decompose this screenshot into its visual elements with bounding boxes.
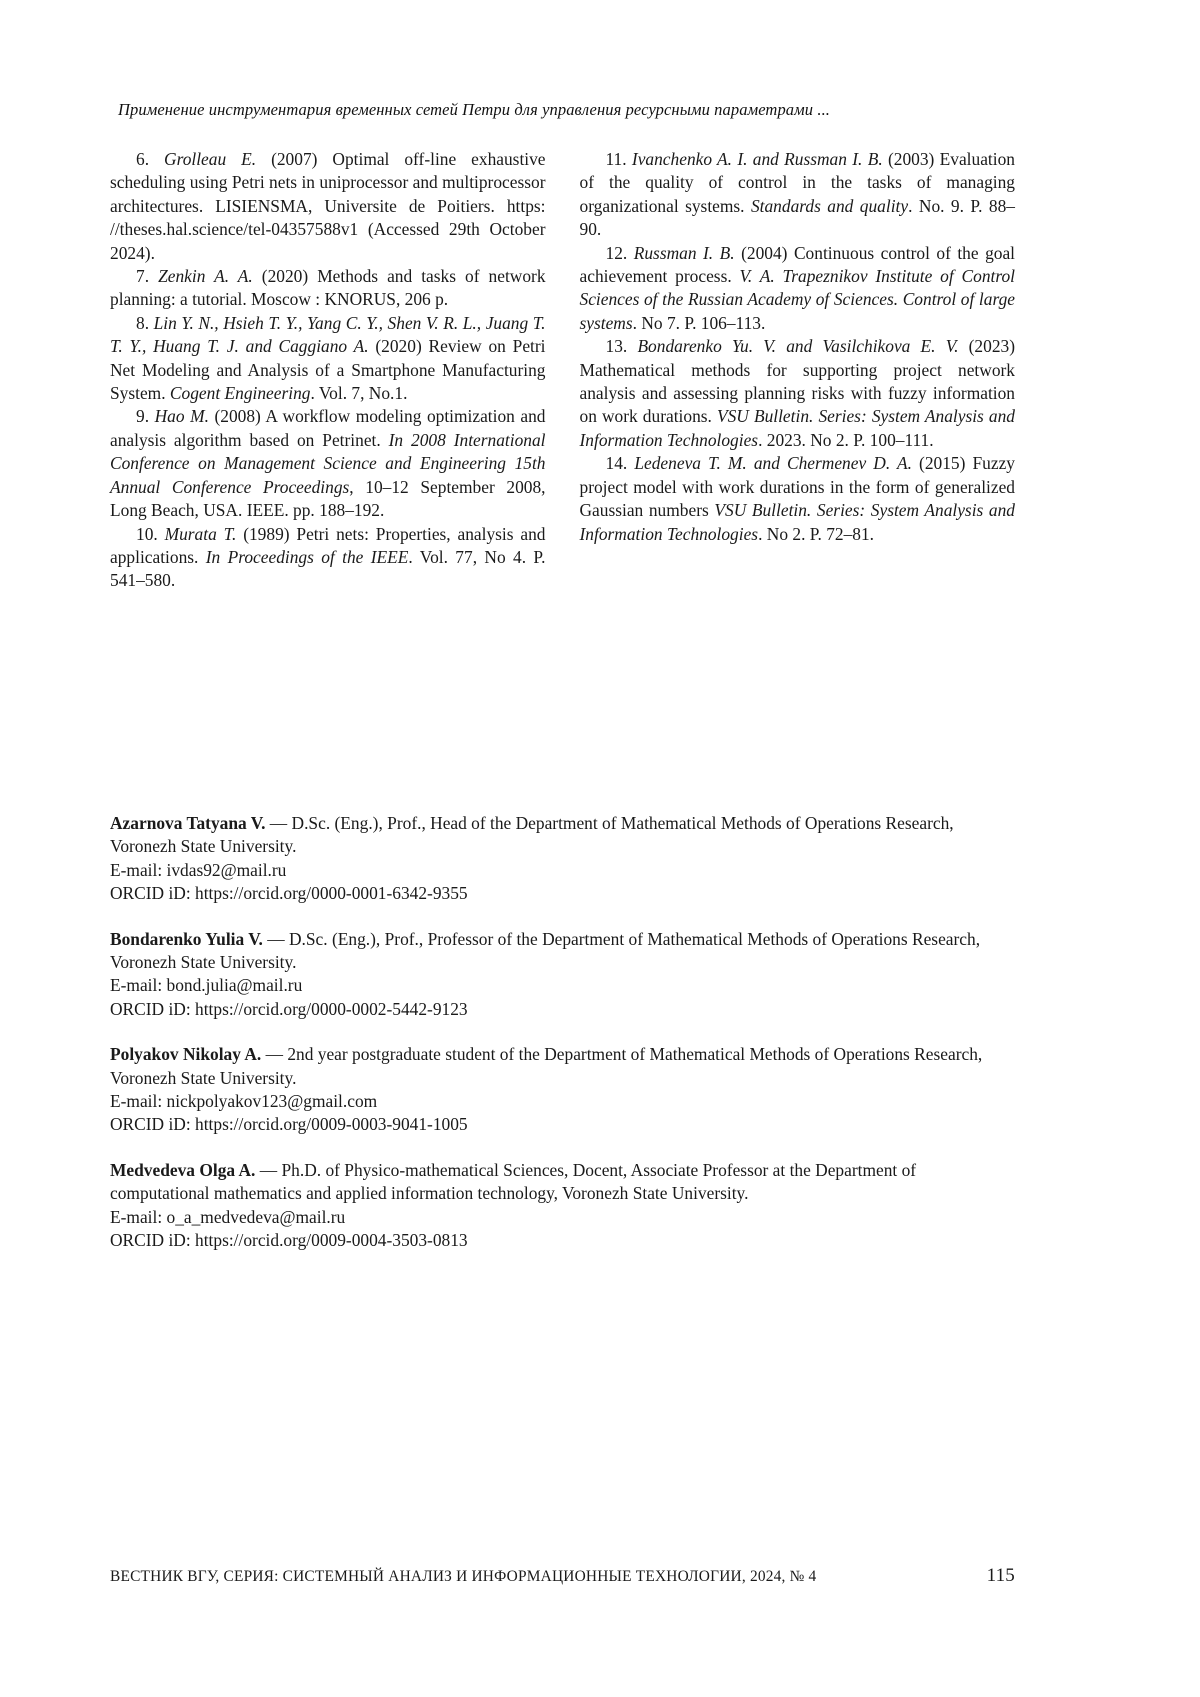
references-columns [110, 148, 1015, 593]
author-affiliation: — 2nd year postgraduate student of the Department of Mathematical Methods of Operations Research, Voronezh State University. [110, 1044, 983, 1088]
reference-item: 14. Ledeneva T. M. and Chermenev D. A. (2015) Fuzzy project model with work durations in the form of generalized Gaussian numbers VSU Bulletin. Series: System Analysis and Information Technologies. No 2. P. 72–81. [579, 453, 1016, 544]
author-orcid[interactable]: ORCID iD: https://orcid.org/0009-0003-9041-1005 [110, 1114, 468, 1135]
author-name: Bondarenko Yulia V. [110, 928, 263, 949]
reference-item: 11. Ivanchenko A. I. and Russman I. B. (2003) Evaluation of the quality of control in the tasks of managing organizational systems. Standards and quality. No. 9. P. 88–90. [579, 149, 1016, 240]
author-orcid[interactable]: ORCID iD: https://orcid.org/0000-0002-5442-9123 [110, 998, 468, 1019]
author-bios [110, 812, 1015, 1275]
author-name: Polyakov Nikolay A. [110, 1044, 262, 1065]
footer-page-number: 115 [986, 1565, 1015, 1586]
reference-item: 13. Bondarenko Yu. V. and Vasilchikova E. V. (2023) Mathematical methods for supporting project network analysis and assessing planning risks with fuzzy information on work durations. VSU Bulletin. Series: System Analysis and Information Technologies. 2023. No 2. P. 100–111. [579, 336, 1016, 450]
author-affiliation: — D.Sc. (Eng.), Prof., Head of the Department of Mathematical Methods of Operations Research, Voronezh State University. [110, 813, 954, 857]
author-orcid[interactable]: ORCID iD: https://orcid.org/0000-0001-6342-9355 [110, 883, 468, 904]
author-bio [110, 928, 1015, 1022]
author-email[interactable]: E-mail: nickpolyakov123@gmail.com [110, 1091, 378, 1112]
references-right-column [580, 148, 1016, 593]
reference-item: 12. Russman I. B. (2004) Continuous control of the goal achievement process. V. A. Trapeznikov Institute of Control Sciences of the Russian Academy of Sciences. Control of large systems. No 7. P. 106–113. [579, 242, 1016, 333]
author-name: Azarnova Tatyana V. [110, 813, 266, 833]
author-email[interactable]: E-mail: bond.julia@mail.ru [110, 975, 303, 996]
author-name: Medvedeva Olga A. [110, 1159, 256, 1180]
author-affiliation: — Ph.D. of Physico-mathematical Sciences, Docent, Associate Professor at the Department of computational mathematics and applied information technology, Voronezh State University. [110, 1159, 917, 1204]
author-bio [110, 1159, 1015, 1253]
reference-item: 7. Zenkin A. A. (2020) Methods and tasks of network planning: a tutorial. Moscow : KNORUS, 206 p. [110, 266, 546, 310]
author-affiliation: — D.Sc. (Eng.), Prof., Professor of the Department of Mathematical Methods of Operations Research, Voronezh State University. [110, 928, 981, 973]
author-bio [110, 812, 1015, 906]
author-email[interactable]: E-mail: ivdas92@mail.ru [110, 859, 287, 880]
reference-item: 10. Murata T. (1989) Petri nets: Properties, analysis and applications. In Proceedings of the IEEE. Vol. 77, No 4. P. 541–580. [110, 523, 546, 591]
footer-journal-title: ВЕСТНИК ВГУ, СЕРИЯ: СИСТЕМНЫЙ АНАЛИЗ И ИНФОРМАЦИОННЫЕ ТЕХНОЛОГИИ, 2024, № 4 [110, 1568, 817, 1585]
author-email[interactable]: E-mail: o_a_medvedeva@mail.ru [110, 1206, 346, 1227]
references-left-column [110, 148, 546, 593]
reference-item: 8. Lin Y. N., Hsieh T. Y., Yang C. Y., Shen V. R. L., Juang T. T. Y., Huang T. J. and Caggiano A. (2020) Review on Petri Net Modeling and Analysis of a Smartphone Manufacturing System. Cogent Engineering. Vol. 7, No.1. [110, 312, 546, 404]
running-head: Применение инструментария временных сетей Петри для управления ресурсными параметрами ... [118, 100, 831, 119]
author-orcid[interactable]: ORCID iD: https://orcid.org/0009-0004-3503-0813 [110, 1230, 468, 1251]
reference-item: 6. Grolleau E. (2007) Optimal off-line exhaustive scheduling using Petri nets in uniprocessor and multiprocessor architectures. LISIENSMA, Universite de Poitiers. https: //theses.hal.science/tel-04357588v1 (Accessed 29th October 2024). [110, 149, 546, 263]
reference-item: 9. Hao M. (2008) A workflow modeling optimization and analysis algorithm based on Petrinet. In 2008 International Conference on Management Science and Engineering 15th Annual Conference Proceedings, 10–12 September 2008, Long Beach, USA. IEEE. pp. 188–192. [110, 406, 546, 521]
page-footer [110, 1565, 1015, 1587]
author-bio [110, 1043, 1015, 1137]
